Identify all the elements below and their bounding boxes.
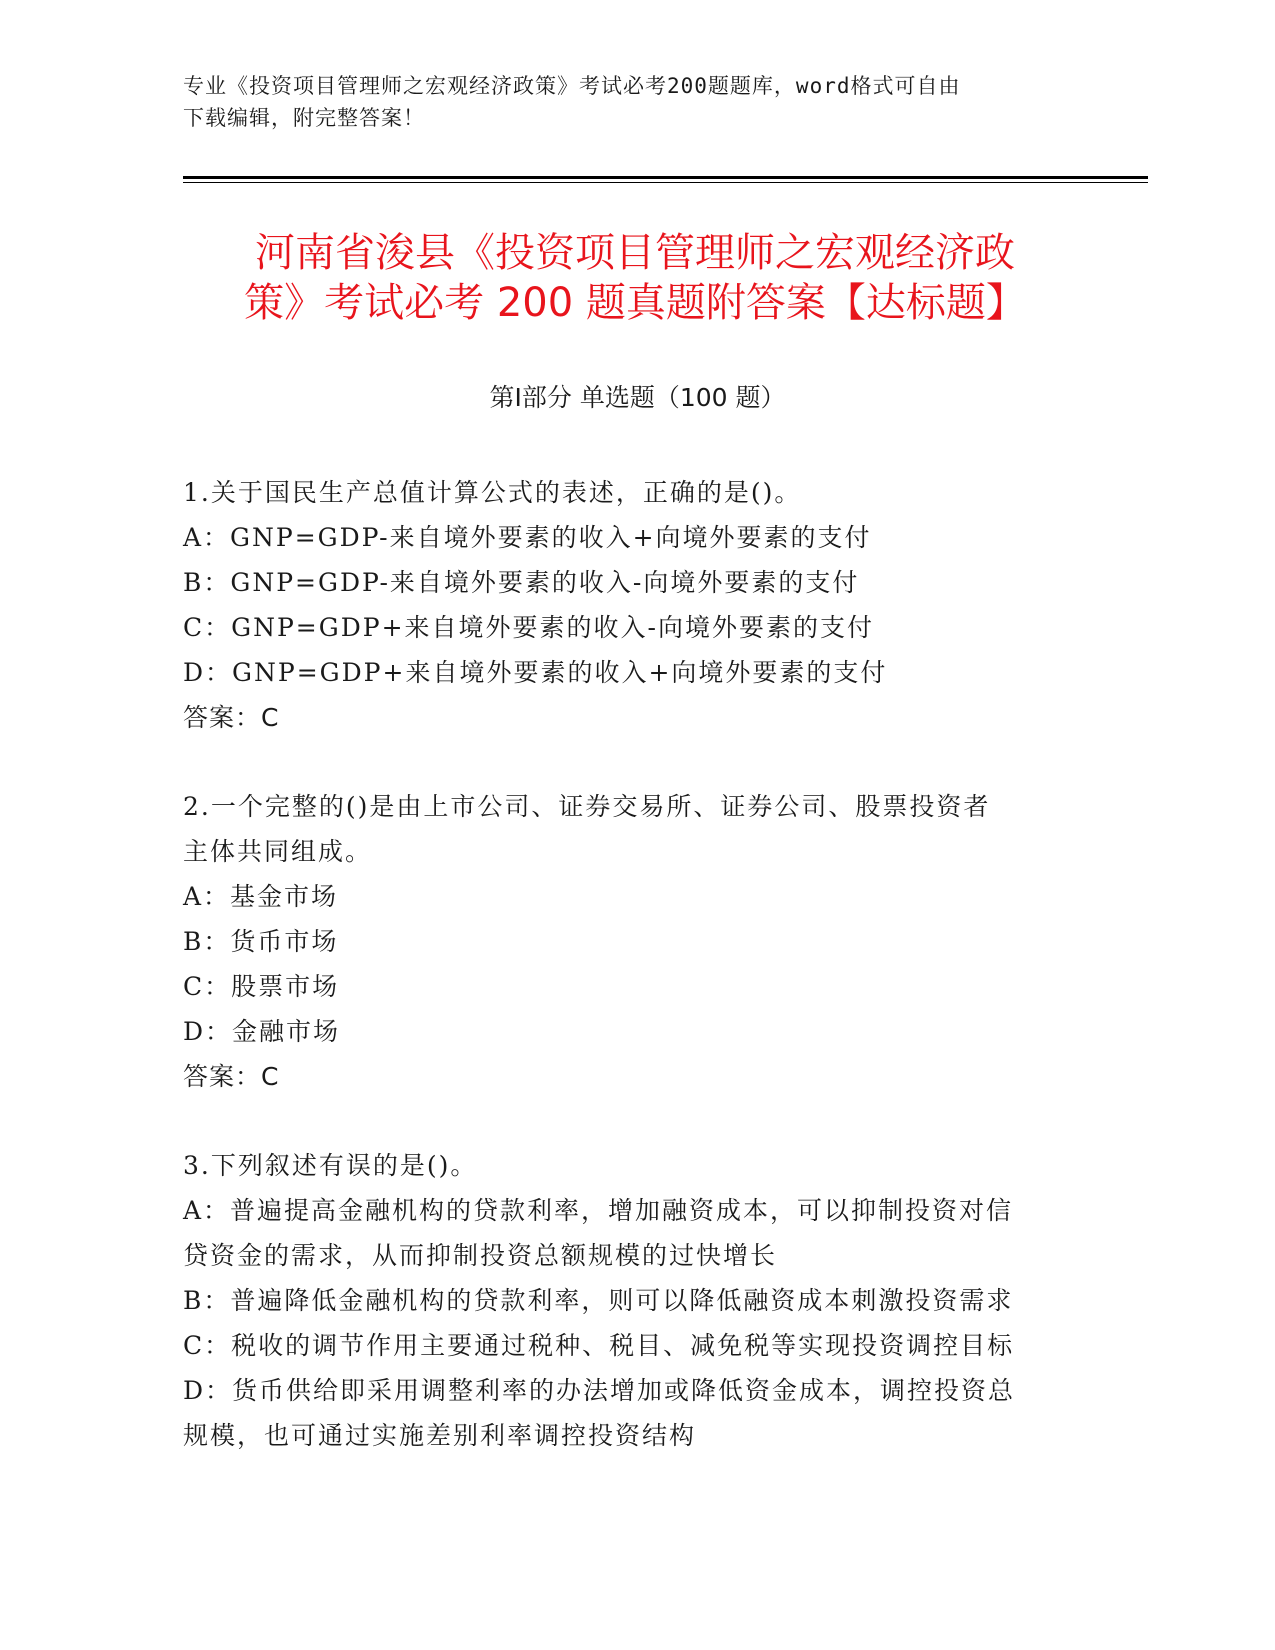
header-note (183, 70, 1063, 134)
option-d-continued: 规模，也可通过实施差别利率调控投资结构 (183, 1421, 697, 1450)
question-item (183, 470, 1083, 740)
question-item (183, 1143, 1083, 1458)
section-title: 第Ⅰ部分 单选题（100 题） (489, 383, 786, 412)
question-stem-line: 2.一个完整的()是由上市公司、证券交易所、证券公司、股票投资者 (183, 792, 991, 821)
answer-line: 答案：C (183, 703, 280, 732)
question-list (183, 470, 1083, 1502)
option-a-continued: 贷资金的需求，从而抑制投资总额规模的过快增长 (183, 1241, 778, 1270)
option-d: D：GNP=GDP+来自境外要素的收入+向境外要素的支付 (183, 658, 888, 687)
option-b: B：普遍降低金融机构的贷款利率，则可以降低融资成本刺激投资需求 (183, 1286, 1014, 1315)
header-note-line-2: 下载编辑，附完整答案！ (183, 106, 425, 130)
option-b: B：货币市场 (183, 927, 339, 956)
document-title-line-1: 河南省浚县《投资项目管理师之宏观经济政 (255, 230, 1015, 276)
option-b: B：GNP=GDP-来自境外要素的收入-向境外要素的支付 (183, 568, 860, 597)
question-stem-line: 1.关于国民生产总值计算公式的表述，正确的是()。 (183, 478, 802, 507)
option-a: A：基金市场 (183, 882, 339, 911)
document-title-line-2: 策》考试必考 200 题真题附答案【达标题】 (244, 280, 1026, 326)
question-stem-line: 3.下列叙述有误的是()。 (183, 1151, 478, 1180)
header-note-line-1: 专业《投资项目管理师之宏观经济政策》考试必考200题题库，word格式可自由 (183, 74, 961, 98)
option-d: D：货币供给即采用调整利率的办法增加或降低资金成本，调控投资总 (183, 1376, 1016, 1405)
answer-line: 答案：C (183, 1062, 280, 1091)
question-item (183, 784, 1083, 1099)
option-c: C：GNP=GDP+来自境外要素的收入-向境外要素的支付 (183, 613, 874, 642)
header-divider-thick (183, 176, 1148, 179)
header-divider-thin (183, 182, 1148, 183)
option-c: C：股票市场 (183, 972, 340, 1001)
option-d: D：金融市场 (183, 1017, 341, 1046)
option-a: A：GNP=GDP-来自境外要素的收入+向境外要素的支付 (183, 523, 872, 552)
option-c: C：税收的调节作用主要通过税种、税目、减免税等实现投资调控目标 (183, 1331, 1015, 1360)
option-a: A：普遍提高金融机构的贷款利率，增加融资成本，可以抑制投资对信 (183, 1196, 1014, 1225)
question-stem-line: 主体共同组成。 (183, 837, 373, 866)
document-title (170, 228, 1100, 328)
